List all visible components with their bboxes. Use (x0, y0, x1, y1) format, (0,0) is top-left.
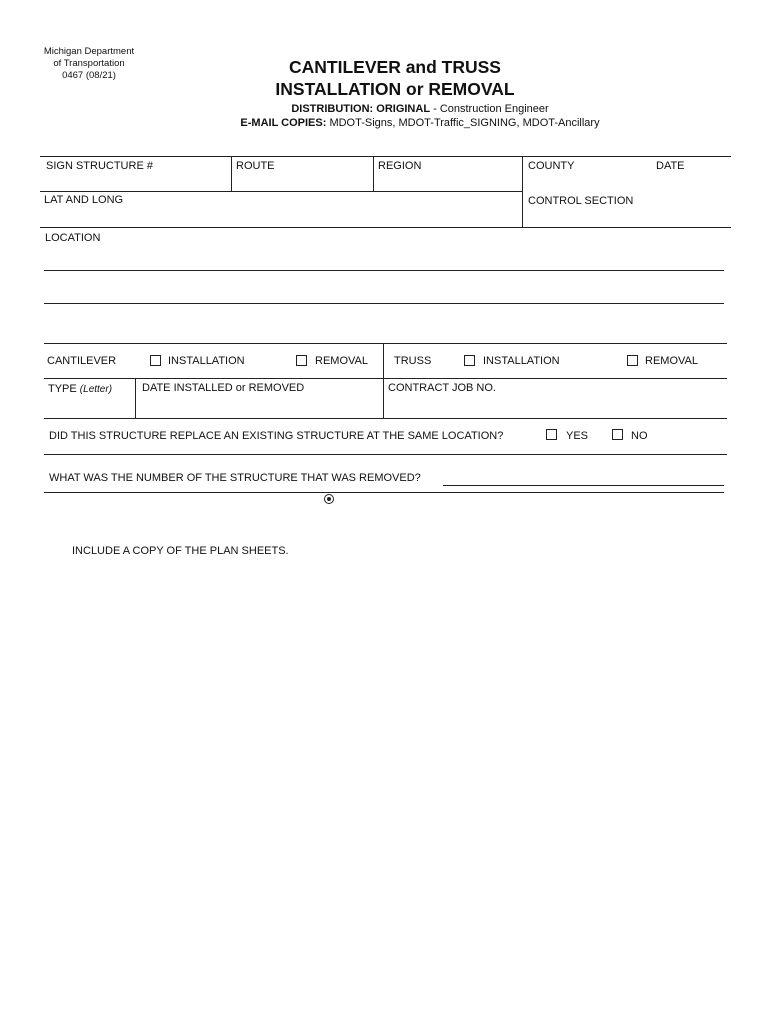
cantilever-installation-checkbox[interactable] (150, 355, 161, 366)
route-field[interactable] (233, 174, 371, 190)
divider (44, 454, 727, 455)
type-label (48, 383, 112, 395)
truss-removal-checkbox[interactable] (627, 355, 638, 366)
replace-yes-checkbox[interactable] (546, 429, 557, 440)
agency-name-line1: Michigan Department (43, 46, 135, 57)
radio-selected-icon[interactable] (324, 494, 334, 504)
type-hint: (Letter) (79, 384, 113, 395)
truss-installation-checkbox[interactable] (464, 355, 475, 366)
control-section-label: CONTROL SECTION (528, 195, 634, 207)
region-label: REGION (378, 160, 422, 172)
contract-job-field[interactable] (386, 397, 726, 417)
type-field[interactable] (46, 397, 132, 417)
replace-question: DID THIS STRUCTURE REPLACE AN EXISTING STRUCTURE AT THE SAME LOCATION? (49, 430, 504, 442)
distribution-line (150, 102, 690, 116)
divider (40, 227, 731, 228)
removed-number-field[interactable] (443, 470, 724, 485)
county-label: COUNTY (528, 160, 575, 172)
email-copies-value: MDOT-Signs, MDOT-Traffic_SIGNING, MDOT-Ancillary (326, 117, 600, 129)
truss-label: TRUSS (394, 355, 432, 367)
distribution-block (150, 102, 690, 130)
location-field-line1[interactable] (44, 248, 724, 270)
control-section-field[interactable] (525, 209, 730, 226)
divider (44, 418, 727, 419)
replace-yes-label: YES (566, 430, 589, 442)
truss-removal-label: REMOVAL (645, 355, 698, 367)
title-line2: INSTALLATION or REMOVAL (275, 79, 515, 99)
form-number: 0467 (08/21) (62, 70, 116, 81)
date-installed-field[interactable] (138, 397, 381, 417)
location-field-line2[interactable] (44, 281, 724, 303)
sign-structure-field[interactable] (42, 174, 228, 190)
route-label: ROUTE (236, 160, 275, 172)
plan-sheets-note: INCLUDE A COPY OF THE PLAN SHEETS. (72, 545, 289, 557)
distribution-value: - Construction Engineer (430, 103, 549, 115)
agency-name-line2: of Transportation (53, 58, 125, 69)
cantilever-label: CANTILEVER (47, 355, 117, 367)
divider (383, 343, 384, 418)
location-label: LOCATION (45, 232, 101, 244)
replace-no-checkbox[interactable] (612, 429, 623, 440)
divider (135, 378, 136, 418)
divider (522, 156, 523, 227)
divider (40, 156, 731, 157)
sign-structure-label: SIGN STRUCTURE # (46, 160, 153, 172)
title-line1: CANTILEVER and TRUSS (289, 57, 501, 77)
date-label: DATE (656, 160, 685, 172)
county-field[interactable] (525, 174, 645, 190)
divider (44, 492, 724, 493)
removed-number-question: WHAT WAS THE NUMBER OF THE STRUCTURE THAT WAS REMOVED? (49, 472, 421, 484)
region-field[interactable] (375, 174, 520, 190)
date-installed-label: DATE INSTALLED or REMOVED (142, 382, 305, 394)
divider (44, 378, 727, 379)
divider (44, 343, 727, 344)
agency-block (30, 46, 148, 82)
replace-no-label: NO (631, 430, 648, 442)
lat-long-field[interactable] (42, 208, 520, 226)
distribution-label: DISTRIBUTION: ORIGINAL (291, 103, 431, 115)
date-field[interactable] (650, 174, 730, 190)
cantilever-removal-checkbox[interactable] (296, 355, 307, 366)
divider (231, 156, 232, 191)
location-underline (44, 303, 724, 304)
truss-installation-label: INSTALLATION (483, 355, 560, 367)
removed-number-underline (443, 485, 724, 486)
cantilever-installation-label: INSTALLATION (168, 355, 245, 367)
divider (40, 191, 522, 192)
email-copies-line (150, 116, 690, 130)
location-underline (44, 270, 724, 271)
cantilever-removal-label: REMOVAL (315, 355, 368, 367)
type-label-text: TYPE (48, 383, 77, 395)
divider (373, 156, 374, 191)
contract-job-label: CONTRACT JOB NO. (388, 382, 496, 394)
lat-long-label: LAT AND LONG (44, 194, 124, 206)
email-copies-label: E-MAIL COPIES: (240, 117, 327, 129)
form-title (260, 56, 530, 100)
